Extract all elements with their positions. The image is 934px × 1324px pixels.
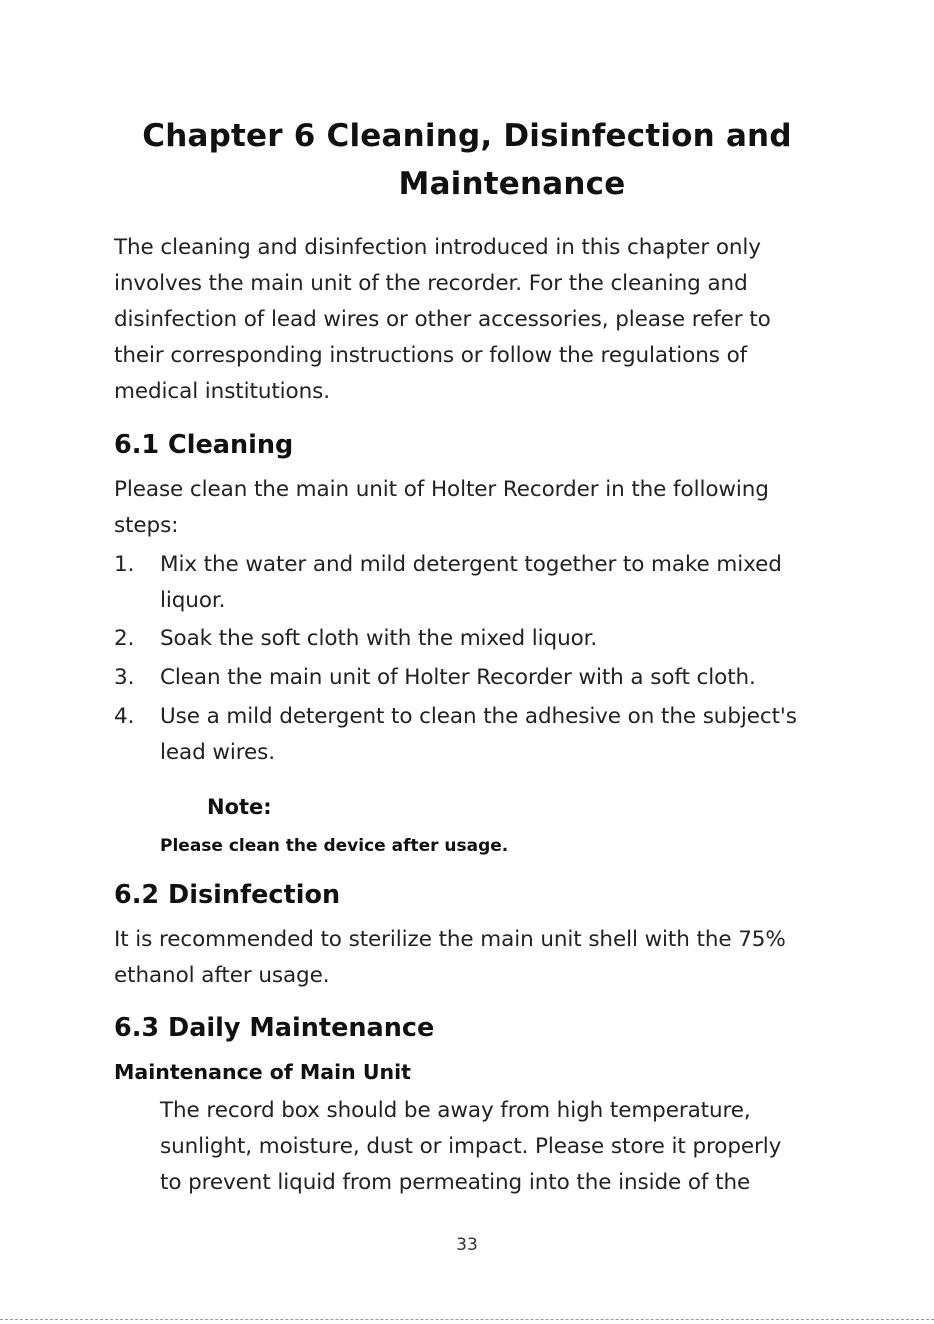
step-text: liquor. [160,588,226,613]
step-number: 4. [114,704,135,729]
chapter-title-line-1: Chapter 6 Cleaning, Disinfection and [142,118,792,154]
maintenance-line: The record box should be away from high temperature, [160,1098,751,1123]
cleaning-intro-line: steps: [114,513,179,538]
disinfection-line: ethanol after usage. [114,963,330,988]
intro-line: disinfection of lead wires or other accessories, please refer to [114,307,771,332]
subheading-main-unit: Maintenance of Main Unit [114,1060,411,1084]
note-label: Note: [207,795,272,819]
intro-line: medical institutions. [114,379,330,404]
intro-line: their corresponding instructions or follow the regulations of [114,343,748,368]
maintenance-line: to prevent liquid from permeating into the inside of the [160,1170,751,1195]
step-number: 3. [114,665,135,690]
step-text: Soak the soft cloth with the mixed liquor. [160,626,598,651]
section-heading-cleaning: 6.1 Cleaning [114,430,294,460]
step-text: Use a mild detergent to clean the adhesive on the subject's [160,704,797,729]
step-number: 1. [114,552,135,577]
step-text: Mix the water and mild detergent together to make mixed [160,552,782,577]
page-bottom-edge [0,1319,934,1320]
page-number: 33 [456,1235,478,1255]
step-text: lead wires. [160,740,275,765]
step-number: 2. [114,626,135,651]
intro-line: involves the main unit of the recorder. For the cleaning and [114,271,748,296]
section-heading-maintenance: 6.3 Daily Maintenance [114,1013,435,1043]
intro-line: The cleaning and disinfection introduced in this chapter only [114,235,761,260]
section-heading-disinfection: 6.2 Disinfection [114,880,341,910]
cleaning-intro-line: Please clean the main unit of Holter Recorder in the following [114,477,769,502]
note-text: Please clean the device after usage. [160,836,509,856]
step-text: Clean the main unit of Holter Recorder with a soft cloth. [160,665,756,690]
chapter-title-line-2: Maintenance [398,166,626,202]
disinfection-line: It is recommended to sterilize the main unit shell with the 75% [114,927,786,952]
maintenance-line: sunlight, moisture, dust or impact. Please store it properly [160,1134,782,1159]
